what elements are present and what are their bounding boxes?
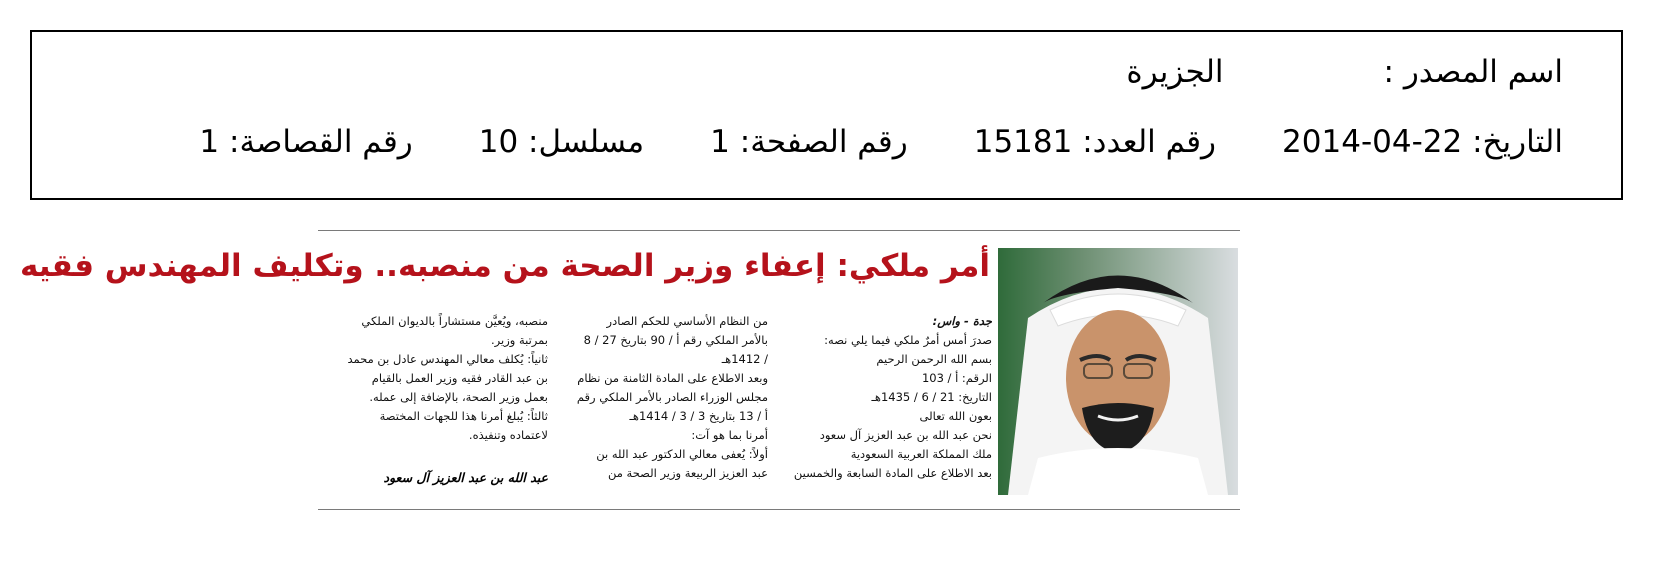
column-line: / 1412هـ: [721, 352, 768, 366]
page-field: [710, 124, 908, 160]
article-column-1: [770, 312, 992, 483]
column-line: التاريخ: 21 / 6 / 1435هـ: [871, 390, 992, 404]
column-line: بسم الله الرحمن الرحيم: [876, 352, 992, 366]
source-row: [1126, 54, 1563, 90]
issue-label: رقم العدد:: [1082, 124, 1217, 160]
date-value: 22-04-2014: [1282, 124, 1463, 160]
column-line: أولاً: يُعفى معالي الدكتور عبد الله بن: [596, 447, 768, 461]
column-line: أمرنا بما هو آت:: [691, 428, 768, 442]
metadata-row: [199, 124, 1563, 160]
column-line: الرقم: أ / 103: [921, 371, 992, 385]
column-line: بن عبد القادر فقيه وزير العمل بالقيام: [371, 371, 548, 385]
column-line: بمرتبة وزير.: [491, 333, 548, 347]
serial-value: 10: [478, 124, 519, 160]
column-line: وبعد الاطلاع على المادة الثامنة من نظام: [577, 371, 768, 385]
column-line: منصبه، ويُعيَّن مستشاراً بالديوان الملكي: [361, 314, 548, 328]
column-line: بعمل وزير الصحة، بالإضافة إلى عمله.: [369, 390, 548, 404]
issue-value: 15181: [973, 124, 1073, 160]
newspaper-clipping: [19, 230, 1240, 510]
portrait-photo: [998, 248, 1238, 495]
issue-field: [974, 124, 1216, 160]
serial-field: [479, 124, 644, 160]
column-line: نحن عبد الله بن عبد العزيز آل سعود: [819, 428, 992, 442]
clip-field: [199, 124, 412, 160]
date-label: التاريخ:: [1472, 124, 1563, 160]
column-line: جدة - واس:: [932, 314, 992, 328]
column-line: صدرَ أمس أمرٌ ملكي فيما يلي نصه:: [824, 333, 992, 347]
source-label: اسم المصدر :: [1383, 54, 1563, 90]
column-line: أ / 13 بتاريخ 3 / 3 / 1414هـ: [629, 409, 768, 423]
column-line: ثالثاً: يُبلغ أمرنا هذا للجهات المختصة: [379, 409, 548, 423]
serial-label: مسلسل:: [528, 124, 645, 160]
clipping-header-box: [30, 30, 1623, 200]
column-line: من النظام الأساسي للحكم الصادر: [606, 314, 768, 328]
top-rule: [318, 230, 1240, 231]
column-line: بعد الاطلاع على المادة السابعة والخمسين: [793, 466, 992, 480]
column-line: عبد العزيز الربيعة وزير الصحة من: [607, 466, 768, 480]
article-column-3: [330, 312, 548, 445]
column-line: مجلس الوزراء الصادر بالأمر الملكي رقم: [576, 390, 768, 404]
source-value: الجزيرة: [1126, 54, 1224, 90]
column-line: بالأمر الملكي رقم أ / 90 بتاريخ 27 / 8: [583, 333, 768, 347]
article-headline: أمر ملكي: إعفاء وزير الصحة من منصبه.. وتكليف المهندس فقيه: [19, 248, 990, 284]
portrait-illustration: [998, 248, 1238, 495]
date-field: [1282, 124, 1563, 160]
clip-label: رقم القصاصة:: [229, 124, 413, 160]
column-line: ثانياً: يُكلف معالي المهندس عادل بن محمد: [347, 352, 548, 366]
bottom-rule: [318, 509, 1240, 510]
column-line: لاعتماده وتنفيذه.: [468, 428, 548, 442]
article-signature: عبد الله بن عبد العزيز آل سعود: [383, 470, 548, 485]
page-value: 1: [710, 124, 730, 160]
column-line: ملك المملكة العربية السعودية: [850, 447, 992, 461]
column-line: بعون الله تعالى: [919, 409, 992, 423]
clip-value: 1: [199, 124, 220, 160]
article-column-2: [550, 312, 768, 483]
page-label: رقم الصفحة:: [739, 124, 908, 160]
